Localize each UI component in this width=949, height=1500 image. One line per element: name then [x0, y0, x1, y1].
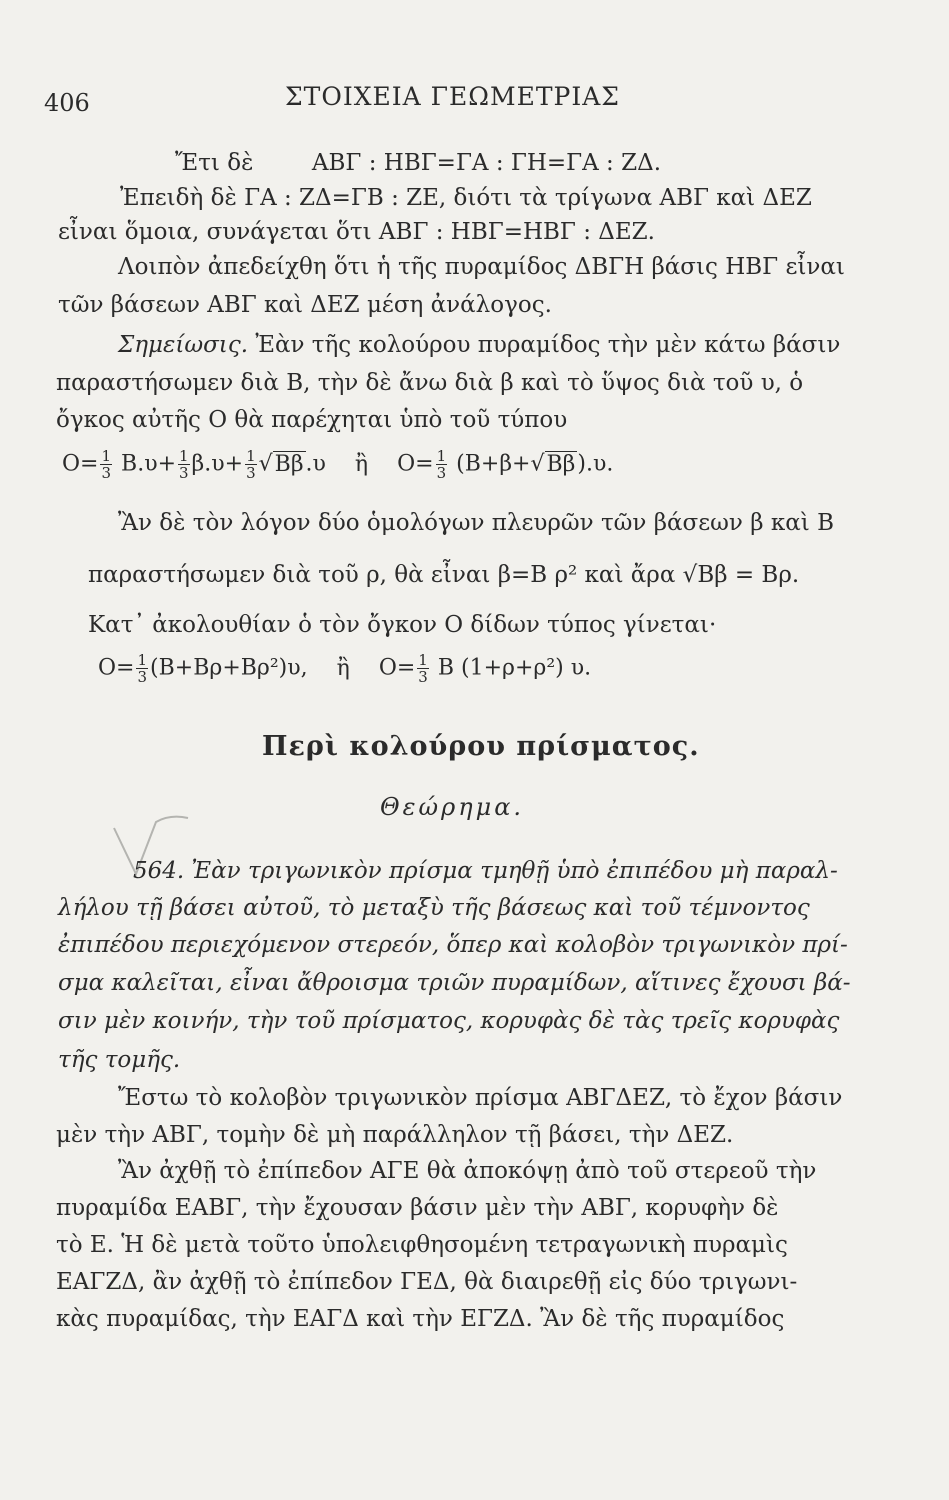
text-line: Ἂν δὲ τὸν λόγον δύο ὁμολόγων πλευρῶν τῶν βάσεων β καὶ Β [118, 510, 834, 536]
formula-or: ἢ [336, 655, 350, 681]
text-line: πυραμίδα ΕΑΒΓ, τὴν ἔχουσαν βάσιν μὲν τὴν ΑΒΓ, κορυφὴν δὲ [56, 1195, 779, 1221]
section-heading: Περὶ κολούρου πρίσματος. [262, 731, 700, 762]
sqrt-sign: √ [530, 451, 545, 477]
formula-term: Ο= [378, 655, 416, 681]
theorem-line: λήλου τῇ βάσει αὐτοῦ, τὸ μεταξὺ τῆς βάσεως καὶ τοῦ τέμνοντος [58, 895, 810, 921]
note-line [118, 330, 840, 360]
formula-term: Ο= [397, 451, 434, 477]
text-line: Λοιπὸν ἀπεδείχθη ὅτι ἡ τῆς πυραμίδος ΔΒΓΗ βάσις ΗΒΓ εἶναι [118, 254, 845, 280]
text-line: Κατ᾽ ἀκολουθίαν ὁ τὸν ὄγκον Ο δίδων τύπος γίνεται· [88, 612, 717, 638]
running-title: ΣΤΟΙΧΕΙΑ ΓΕΩΜΕΤΡΙΑΣ [285, 82, 620, 111]
text-line: τὸ Ε. Ἡ δὲ μετὰ τοῦτο ὑπολειφθησομένη τετραγωνικὴ πυραμὶς [56, 1232, 788, 1258]
formula-term: (Β+Βρ+Βρ²)υ, [150, 655, 308, 681]
formula-term: Β (1+ρ+ρ²) υ. [437, 655, 592, 681]
fraction: $\frac{1}{3}$ [246, 447, 256, 482]
theorem-line: σιν μὲν κοινήν, τὴν τοῦ πρίσματος, κορυφὰς δὲ τὰς τρεῖς κορυφὰς [58, 1008, 840, 1034]
theorem-line: σμα καλεῖται, εἶναι ἄθροισμα τριῶν πυραμίδων, αἵτινες ἔχουσι βά- [58, 970, 851, 996]
text-line: κὰς πυραμίδας, τὴν ΕΑΓΔ καὶ τὴν ΕΓΖΔ. Ἂν δὲ τῆς πυραμίδος [56, 1306, 785, 1332]
text-line: Ἂν ἀχθῇ τὸ ἐπίπεδον ΑΓΕ θὰ ἀποκόψῃ ἀπὸ τοῦ στερεοῦ τὴν [118, 1158, 817, 1184]
formula-term: (Β+β+ [456, 451, 531, 477]
text-line: ΕΑΓΖΔ, ἂν ἀχθῇ τὸ ἐπίπεδον ΓΕΔ, θὰ διαιρεθῇ εἰς δύο τριγωνι- [56, 1269, 798, 1295]
theorem-line: 564. Ἐὰν τριγωνικὸν πρίσμα τμηθῇ ὑπὸ ἐπιπέδου μὴ παραλ- [133, 858, 838, 884]
text-line: εἶναι ὅμοια, συνάγεται ὅτι ΑΒΓ : ΗΒΓ=ΗΒΓ : ΔΕΖ. [58, 219, 655, 245]
note-text: Ἐὰν τῆς κολούρου πυραμίδος τὴν μὲν κάτω βάσιν [248, 332, 841, 358]
text-line: Ἔστω τὸ κολοβὸν τριγωνικὸν πρίσμα ΑΒΓΔΕΖ, τὸ ἔχον βάσιν [118, 1085, 843, 1111]
formula-term: β.υ+ [191, 451, 244, 477]
theorem-line: τῆς τομῆς. [58, 1047, 181, 1073]
text-line: Ἐπειδὴ δὲ ΓΑ : ΖΔ=ΓΒ : ΖΕ, διότι τὰ τρίγωνα ΑΒΓ καὶ ΔΕΖ [120, 185, 812, 211]
fraction: $\frac{1}{3}$ [436, 447, 447, 482]
fraction: $\frac{1}{3}$ [418, 651, 428, 686]
theorem-line: ἐπιπέδου περιεχόμενον στερεόν, ὅπερ καὶ κολοβὸν τριγωνικὸν πρί- [58, 932, 848, 958]
formula-term: ).υ. [577, 451, 614, 477]
sqrt-argument: Ββ [274, 451, 304, 477]
fraction: $\frac{1}{3}$ [137, 651, 148, 686]
formula-term: Ο= [62, 451, 99, 477]
fraction: $\frac{1}{3}$ [101, 447, 112, 482]
sqrt-sign: √ [258, 451, 273, 477]
text-line: παραστήσωμεν διὰ Β, τὴν δὲ ἄνω διὰ β καὶ τὸ ὕψος διὰ τοῦ υ, ὁ [56, 370, 804, 396]
formula-or: ἢ [354, 451, 369, 477]
text-line: Ἔτι δὲ ΑΒΓ : ΗΒΓ=ΓΑ : ΓΗ=ΓΑ : ΖΔ. [175, 150, 662, 176]
formula-term: Ο= [98, 655, 135, 681]
fraction: $\frac{1}{3}$ [179, 447, 189, 482]
formula-term: .υ [305, 451, 326, 477]
text-line: μὲν τὴν ΑΒΓ, τομὴν δὲ μὴ παράλληλον τῇ βάσει, τὴν ΔΕΖ. [56, 1122, 734, 1148]
text-line: ὄγκος αὐτῆς Ο θὰ παρέχηται ὑπὸ τοῦ τύπου [56, 407, 568, 433]
page-number: 406 [44, 89, 90, 117]
text-line: τῶν βάσεων ΑΒΓ καὶ ΔΕΖ μέση ἀνάλογος. [58, 292, 552, 318]
volume-formula-1 [62, 448, 613, 481]
formula-term: Β.υ+ [121, 451, 176, 477]
note-label: Σημείωσις. [118, 332, 249, 358]
text-line: παραστήσωμεν διὰ τοῦ ρ, θὰ εἶναι β=Β ρ² καὶ ἄρα √Ββ = Βρ. [88, 562, 800, 588]
theorem-label: Θεώρημα. [380, 793, 525, 821]
sqrt-argument: Ββ [546, 451, 576, 477]
volume-formula-2 [98, 652, 591, 685]
